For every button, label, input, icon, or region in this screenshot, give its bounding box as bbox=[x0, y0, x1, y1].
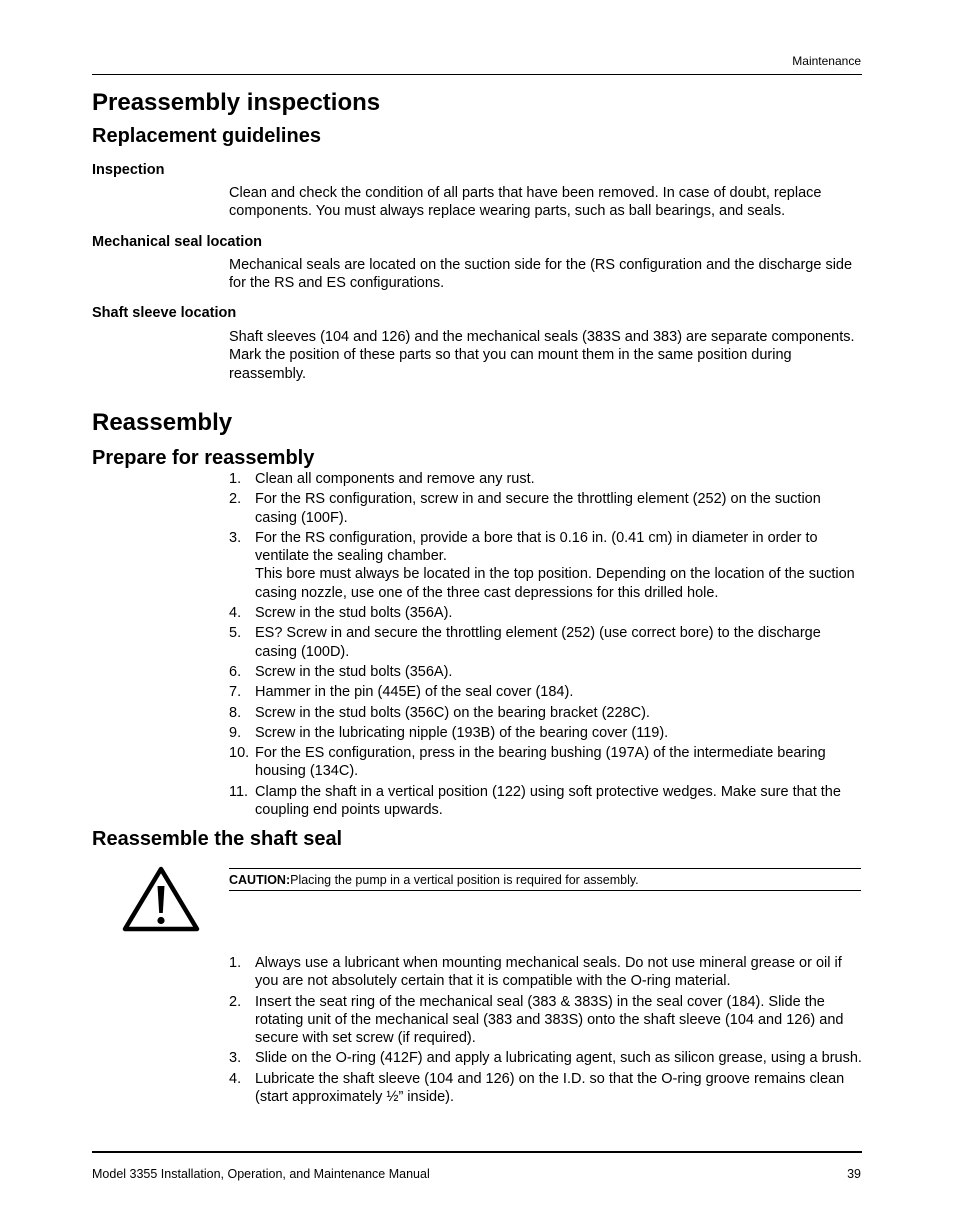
step-text: For the RS configuration, provide a bore that is 0.16 in. (0.41 cm) in diameter in order to ventilate the sealing chamber. bbox=[255, 529, 818, 565]
running-header: Maintenance bbox=[792, 54, 861, 68]
step-number: 5. bbox=[229, 625, 242, 642]
step-text: Insert the seat ring of the mechanical seal (383 & 383S) in the seal cover (184). Slide the rotating unit of the mechanical seal (383 and 383S) onto the shaft sleeve (104 and 126) and secure with set screw (if required). bbox=[255, 993, 844, 1047]
step-text: Clean all components and remove any rust. bbox=[255, 471, 535, 487]
replacement-guidelines-heading: Replacement guidelines bbox=[92, 125, 321, 147]
reassembly-heading: Reassembly bbox=[92, 409, 233, 436]
step-text: Hammer in the pin (445E) of the seal cover (184). bbox=[255, 684, 574, 701]
list-item bbox=[229, 683, 864, 701]
step-number: 1. bbox=[229, 471, 242, 487]
list-item bbox=[229, 663, 864, 681]
shaft-seal-steps-list bbox=[229, 954, 864, 1108]
step-number: 2. bbox=[229, 491, 242, 508]
step-number: 4. bbox=[229, 1070, 242, 1087]
list-item bbox=[229, 529, 864, 602]
step-text: Screw in the stud bolts (356A). bbox=[255, 663, 453, 680]
step-number: 4. bbox=[229, 605, 242, 622]
step-text: ES? Screw in and secure the throttling element (252) (use correct bore) to the discharge casing (100D). bbox=[255, 625, 821, 660]
prepare-reassembly-heading: Prepare for reassembly bbox=[92, 447, 315, 469]
list-item bbox=[229, 783, 864, 820]
list-item bbox=[229, 624, 864, 661]
step-number: 6. bbox=[229, 663, 242, 680]
caution-label: CAUTION: bbox=[229, 873, 291, 887]
list-item bbox=[229, 704, 864, 722]
step-number: 11. bbox=[229, 783, 249, 800]
step-text: Screw in the stud bolts (356C) on the bearing bracket (228C). bbox=[255, 704, 650, 721]
step-number: 3. bbox=[229, 529, 242, 546]
manual-title: Model 3355 Installation, Operation, and Maintenance Manual bbox=[92, 1167, 430, 1181]
step-text: Always use a lubricant when mounting mechanical seals. Do not use mineral grease or oil if you are not absolutely certain that it is compatible with the O-ring material. bbox=[255, 955, 842, 990]
sleeve-location-text: Shaft sleeves (104 and 126) and the mechanical seals (383S and 383) are separate components. Mark the position of these parts so that you can mount them in the same position during reassembly. bbox=[229, 329, 855, 382]
step-text: Slide on the O-ring (412F) and apply a lubricating agent, such as silicon grease, using a brush. bbox=[255, 1050, 862, 1067]
shaft-seal-heading: Reassemble the shaft seal bbox=[92, 828, 343, 850]
seal-location-text: Mechanical seals are located on the suction side for the (RS configuration and the discharge side for the RS and ES configurations. bbox=[229, 257, 853, 292]
seal-location-heading: Mechanical seal location bbox=[92, 234, 263, 250]
step-number: 9. bbox=[229, 724, 242, 741]
inspection-heading: Inspection bbox=[92, 162, 165, 178]
list-item bbox=[229, 1049, 864, 1067]
caution-notice bbox=[229, 868, 861, 891]
warning-triangle-icon bbox=[122, 866, 200, 932]
list-item bbox=[229, 604, 864, 622]
list-item bbox=[229, 490, 864, 527]
list-item bbox=[229, 724, 864, 742]
header-rule bbox=[92, 74, 862, 75]
step-text: Screw in the lubricating nipple (193B) of the bearing cover (119). bbox=[255, 724, 669, 741]
step-note: This bore must always be located in the top position. Depending on the location of the suction casing nozzle, use one of the three cast depressions for this drilled hole. bbox=[255, 566, 855, 601]
inspection-text: Clean and check the condition of all parts that have been removed. In case of doubt, replace components. You must always replace wearing parts, such as ball bearings, and seals. bbox=[229, 185, 822, 220]
step-text: For the RS configuration, screw in and secure the throttling element (252) on the suction casing (100F). bbox=[255, 491, 821, 526]
step-number: 1. bbox=[229, 955, 242, 971]
step-number: 2. bbox=[229, 993, 242, 1010]
page-number: 39 bbox=[847, 1167, 861, 1181]
step-text: For the ES configuration, press in the bearing bushing (197A) of the intermediate bearing housing (134C). bbox=[255, 745, 826, 780]
step-text: Lubricate the shaft sleeve (104 and 126) on the I.D. so that the O-ring groove remains clean (start approximately ½” inside). bbox=[255, 1070, 845, 1106]
step-number: 7. bbox=[229, 684, 242, 701]
list-item bbox=[229, 993, 864, 1048]
sleeve-location-heading: Shaft sleeve location bbox=[92, 305, 237, 321]
prepare-steps-list bbox=[229, 470, 864, 821]
caution-text: Placing the pump in a vertical position is required for assembly. bbox=[290, 873, 639, 887]
step-text: Screw in the stud bolts (356A). bbox=[255, 605, 453, 622]
step-number: 3. bbox=[229, 1050, 242, 1067]
preassembly-heading: Preassembly inspections bbox=[92, 89, 381, 116]
step-text: Clamp the shaft in a vertical position (122) using soft protective wedges. Make sure that the coupling end points upwards. bbox=[255, 783, 841, 819]
step-number: 8. bbox=[229, 704, 242, 721]
step-number: 10. bbox=[229, 745, 250, 762]
list-item bbox=[229, 954, 864, 991]
list-item bbox=[229, 1070, 864, 1107]
list-item bbox=[229, 470, 864, 488]
footer-rule bbox=[92, 1151, 862, 1153]
list-item bbox=[229, 744, 864, 781]
